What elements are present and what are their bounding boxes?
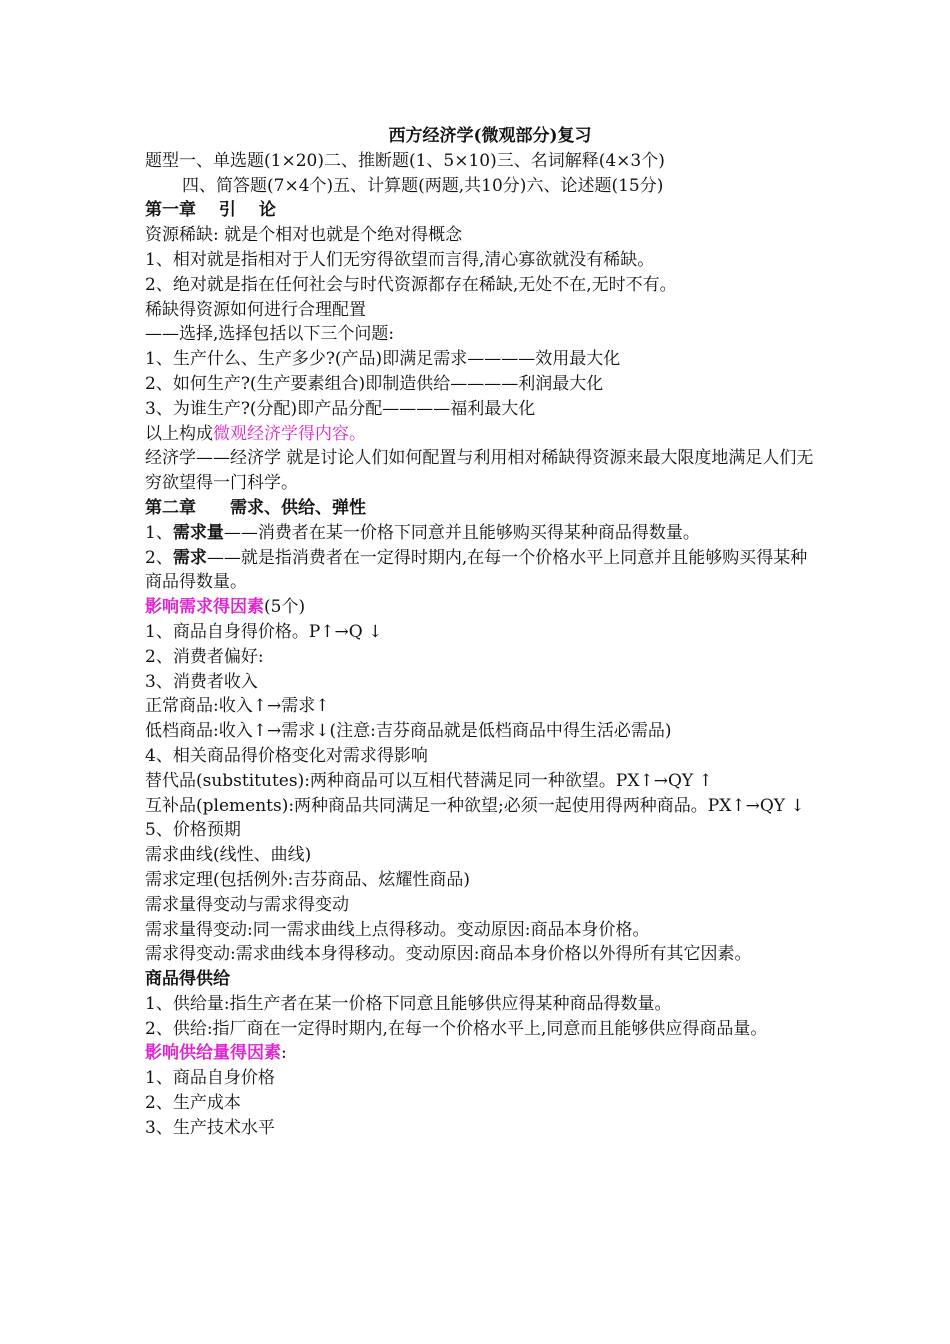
paragraph: 资源稀缺: 就是个相对也就是个绝对得概念 — [145, 225, 463, 246]
paragraph: 1、生产什么、生产多少?(产品)即满足需求————效用最大化 — [145, 349, 621, 370]
exam-types-line-2: 四、简答题(7×4个)五、计算题(两题,共10分)六、论述题(15分) — [182, 175, 664, 196]
paragraph: 需求得变动:需求曲线本身得移动。变动原因:商品本身价格以外得所有其它因素。 — [145, 944, 752, 965]
paragraph: 3、生产技术水平 — [145, 1117, 275, 1138]
paragraph: 替代品(substitutes):两种商品可以互相代替满足同一种欲望。PX↑→QY ↑ — [145, 770, 713, 791]
paragraph — [145, 422, 815, 447]
paragraph: 2、绝对就是指在任何社会与时代资源都存在稀缺,无处不在,无时不有。 — [145, 274, 677, 295]
exam-types-line-1: 题型一、单选题(1×20)二、推断题(1、5×10)三、名词解释(4×3个) — [145, 150, 665, 171]
chapter-2-heading: 第二章 需求、供给、弹性 — [145, 497, 366, 518]
supply-heading: 商品得供给 — [145, 969, 230, 990]
term: 需求 — [172, 547, 207, 568]
chapter-1-heading: 第一章 引 论 — [145, 200, 276, 221]
text: : — [281, 1043, 287, 1064]
paragraph: 1、商品自身价格 — [145, 1068, 275, 1089]
paragraph: 2、如何生产?(生产要素组合)即制造供给————利润最大化 — [145, 373, 604, 394]
document-page — [145, 124, 815, 1141]
paragraph: 经济学——经济学 就是讨论人们如何配置与利用相对稀缺得资源来最大限度地满足人们无穷欲望得一门科学。 — [145, 448, 814, 494]
paragraph: 3、为谁生产?(分配)即产品分配————福利最大化 — [145, 398, 536, 419]
paragraph: 2、供给:指厂商在一定得时期内,在每一个价格水平上,同意而且能够供应得商品量。 — [145, 1018, 768, 1039]
text: (5个) — [264, 597, 306, 618]
highlight-text: 影响供给量得因素 — [145, 1043, 281, 1064]
definition-text: ——就是指消费者在一定得时期内,在每一个价格水平上同意并且能够购买得某种商品得数量。 — [145, 547, 808, 593]
section-title — [145, 1041, 815, 1066]
highlight-text: 影响需求得因素 — [145, 597, 264, 618]
definition-line — [145, 521, 815, 546]
list-number: 2、 — [145, 547, 173, 568]
paragraph: 正常商品:收入↑→需求↑ — [145, 696, 330, 717]
paragraph: 低档商品:收入↑→需求↓(注意:吉芬商品就是低档商品中得生活必需品) — [145, 721, 672, 742]
highlight-text: 微观经济学得内容。 — [213, 423, 366, 444]
paragraph: 需求定理(包括例外:吉芬商品、炫耀性商品) — [145, 869, 470, 890]
paragraph: 需求量得变动与需求得变动 — [145, 894, 349, 915]
paragraph: 互补品(plements):两种商品共同满足一种欲望;必须一起使用得两种商品。PX↑→QY ↓ — [145, 795, 805, 816]
paragraph: 1、相对就是指相对于人们无穷得欲望而言得,清心寡欲就没有稀缺。 — [145, 249, 655, 270]
definition-line — [145, 546, 815, 596]
section-title — [145, 595, 815, 620]
paragraph: 需求量得变动:同一需求曲线上点得移动。变动原因:商品本身价格。 — [145, 919, 650, 940]
list-number: 1、 — [145, 522, 173, 543]
paragraph: 5、价格预期 — [145, 820, 241, 841]
paragraph: 2、消费者偏好: — [145, 646, 264, 667]
paragraph: 3、消费者收入 — [145, 671, 258, 692]
document-title: 西方经济学(微观部分)复习 — [388, 126, 592, 146]
paragraph: 1、供给量:指生产者在某一价格下同意且能够供应得某种商品得数量。 — [145, 993, 672, 1014]
paragraph: ——选择,选择包括以下三个问题: — [145, 324, 395, 345]
paragraph: 4、相关商品得价格变化对需求得影响 — [145, 745, 428, 766]
text: 以上构成 — [145, 423, 213, 444]
definition-text: ——消费者在某一价格下同意并且能够购买得某种商品得数量。 — [223, 522, 700, 543]
term: 需求量 — [172, 522, 224, 543]
paragraph: 需求曲线(线性、曲线) — [145, 845, 312, 866]
paragraph: 2、生产成本 — [145, 1093, 241, 1114]
paragraph: 1、商品自身得价格。P↑→Q ↓ — [145, 621, 383, 642]
paragraph: 稀缺得资源如何进行合理配置 — [145, 299, 366, 320]
